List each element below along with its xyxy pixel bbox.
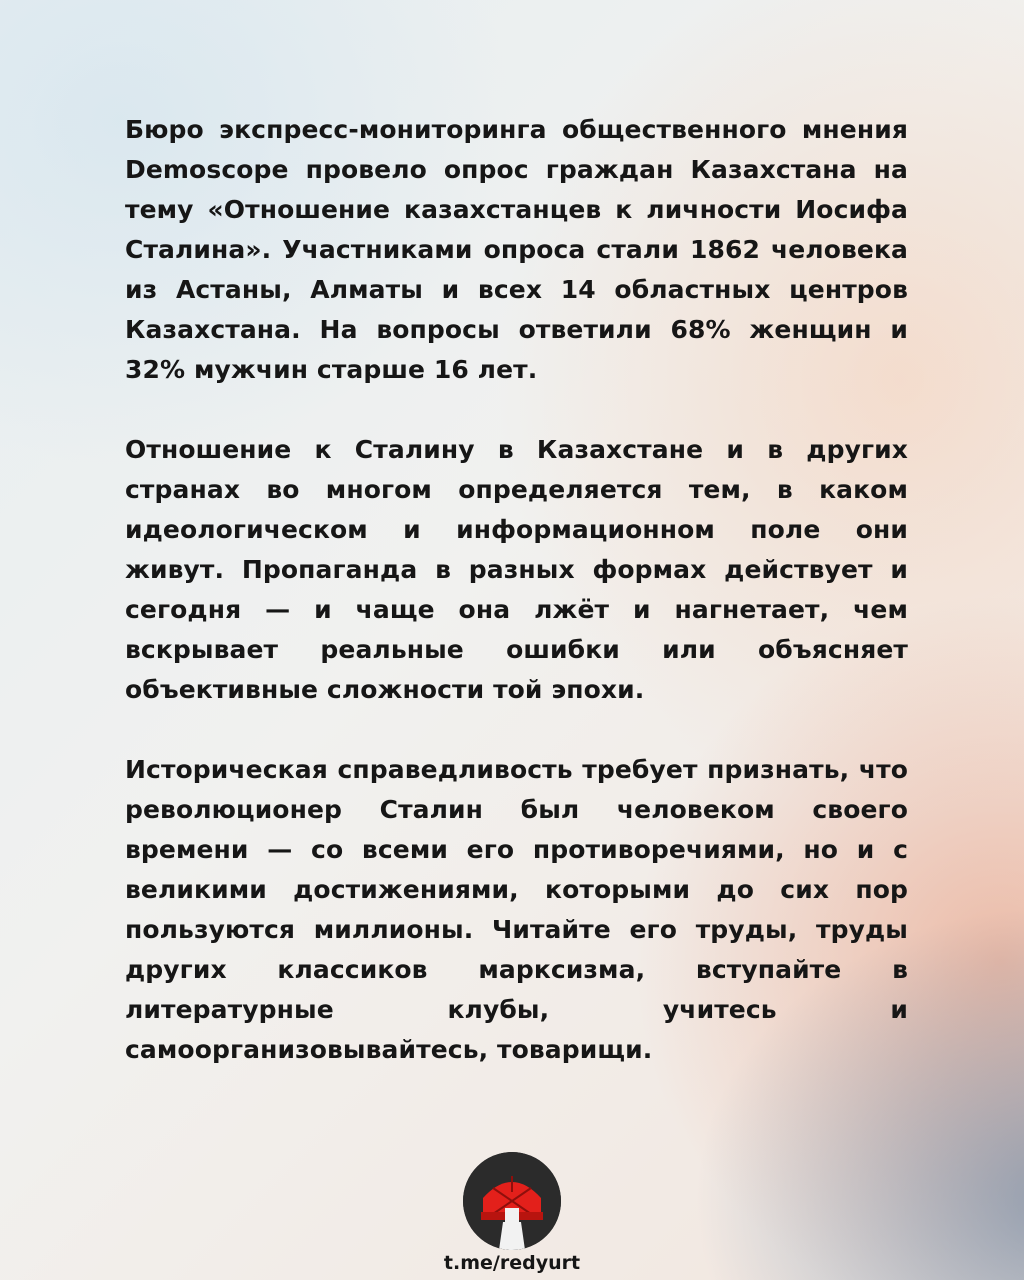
channel-link[interactable]: t.me/redyurt	[443, 1252, 581, 1274]
post-text	[125, 110, 908, 1110]
paragraph-justice: Историческая справедливость требует признать, что революционер Сталин был человеком своего времени — со всеми его противоречиями, но и с великими достижениями, которыми до сих пор пользуются миллионы. Читайте его труды, труды других классиков марксизма, вступайте в литературные клубы, учитесь и самоорганизовывайтесь, товарищи.	[125, 755, 908, 1064]
red-yurt-icon	[463, 1152, 561, 1250]
red-yurt-logo	[463, 1152, 561, 1250]
paragraph-attitude: Отношение к Сталину в Казахстане и в других странах во многом определяется тем, в каком идеологическом и информационном поле они живут. Пропаганда в разных формах действует и сегодня — и чаще она лжёт и нагнетает, чем вскрывает реальные ошибки или объясняет объективные сложности той эпохи.	[125, 435, 908, 704]
paragraph-survey: Бюро экспресс-мониторинга общественного мнения Demoscope провело опрос граждан Казахстана на тему «Отношение казахстанцев к личности Иосифа Сталина». Участниками опроса стали 1862 человека из Астаны, Алматы и всех 14 областных центров Казахстана. На вопросы ответили 68% женщин и 32% мужчин старше 16 лет.	[125, 115, 908, 384]
